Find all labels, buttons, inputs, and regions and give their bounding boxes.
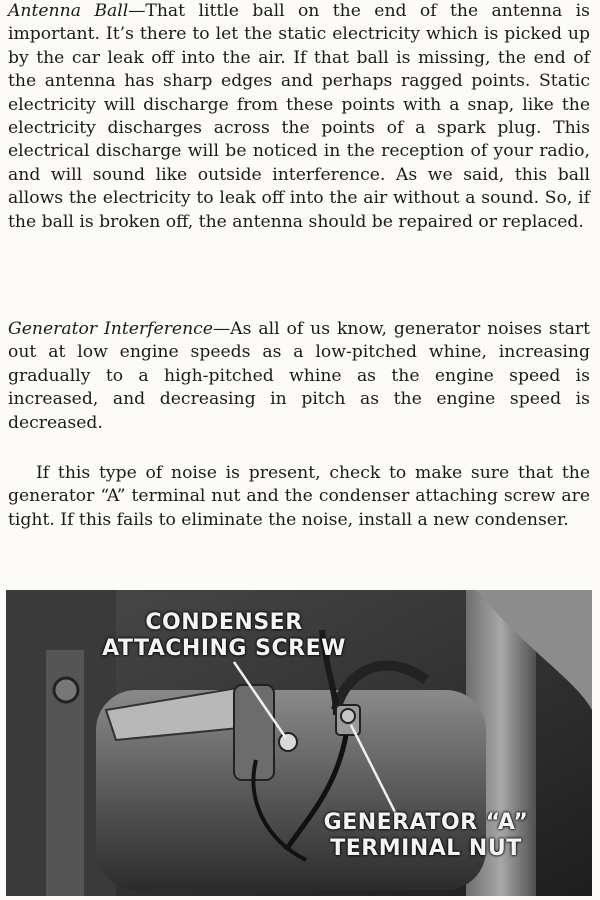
terminal-nut-label [296,810,556,862]
paragraph-lead: Generator Interference [8,319,213,339]
paragraph-body: As all of us know, generator noises start out at low engine speeds as a low-pitched whine, increasing gradually to a high-pitched whine as the engine speed is increased, and decreasing in pitch as the engine speed is decreased. [8,319,590,433]
paragraph-body: That little ball on the end of the antenna is important. It’s there to let the static electricity which is picked up by the car leak off into the air. If that ball is missing, the end of the antenna has sharp edges and perhaps ragged points. Static electricity will discharge from these points with a snap, like the electricity discharges across the points of a spark plug. This electrical discharge will be noticed in the reception of your radio, and will sound like outside interference. As we said, this ball allows the electricity to leak off into the air without a sound. So, if the ball is broken off, the antenna should be repaired or replaced. [8,1,591,232]
paragraph-antenna-ball: Antenna Ball—That little ball on the end of the antenna is important. It’s there to let the static electricity which is picked up by the car leak off into the air. If that ball is missing, the end of the antenna has sharp edges and perhaps ragged points. Static electricity will discharge from these points with a snap, like the electricity discharges across the points of a spark plug. This electrical discharge will be noticed in the reception of your radio, and will sound like outside interference. As we said, this ball allows the electricity to leak off into the air without a sound. So, if the ball is broken off, the antenna should be repaired or replaced. [8,1,591,232]
paragraph-generator-interference: Generator Interference—As all of us know, generator noises start out at low engine speeds as a low-pitched whine, increasing gradually to a high-pitched whine as the engine speed is increased, and decreasing in pitch as the engine speed is decreased. [8,319,590,433]
paragraph-body: If this type of noise is present, check to make sure that the generator “A” terminal nut and the condenser attaching screw are tight. If this fails to eliminate the noise, install a new condenser. [8,463,590,530]
label-line: TERMINAL NUT [330,836,522,861]
condenser-screw-label [84,610,364,662]
label-line: ATTACHING SCREW [102,636,346,661]
label-line: GENERATOR “A” [323,810,529,835]
generator-photo [6,590,592,896]
label-line: CONDENSER [145,610,303,635]
paragraph-lead: Antenna Ball [8,1,129,21]
paragraph-check-noise [8,462,590,532]
